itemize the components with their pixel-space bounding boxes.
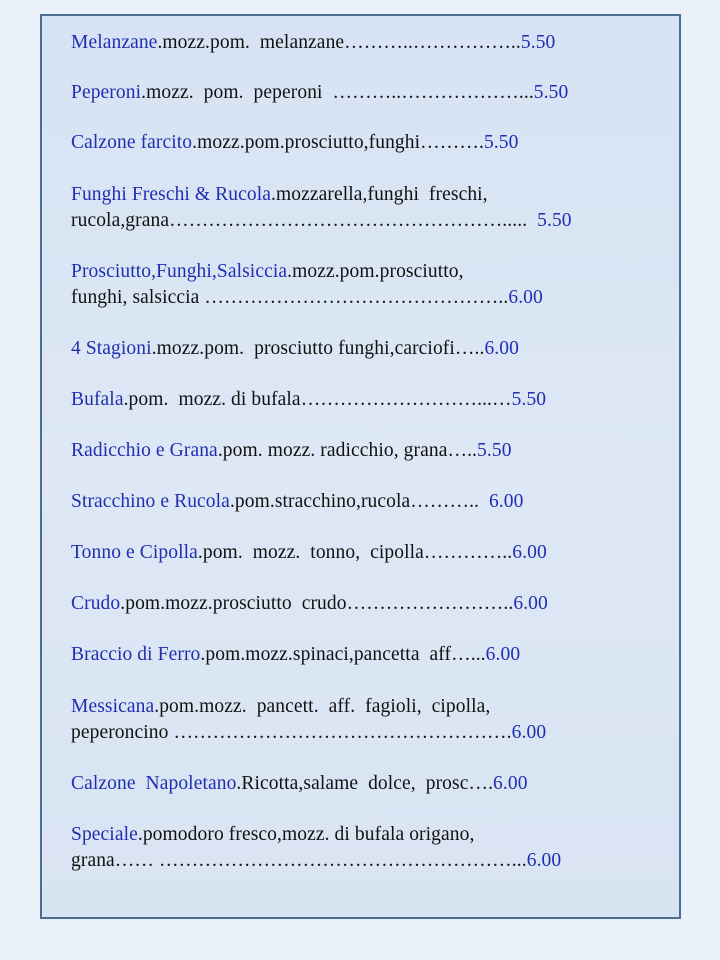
menu-item-description-cont: funghi, salsiccia ……………………………………….. — [71, 287, 509, 308]
menu-item-calzone-napoletano — [71, 771, 673, 797]
menu-item-calzone-farcito — [71, 130, 673, 156]
menu-item-price: 6.00 — [508, 287, 543, 308]
menu-item-price: 5.50 — [477, 440, 512, 461]
menu-item-name: Stracchino e Rucola — [71, 491, 230, 512]
menu-item-description: .pom. mozz. tonno, cipolla………….. — [197, 542, 513, 563]
menu-item-radicchio-grana — [71, 438, 673, 464]
menu-item-description: .pom.mozz. pancett. aff. fagioli, cipolla, — [154, 696, 491, 717]
menu-item-price: 6.00 — [485, 644, 521, 665]
menu-item-line — [71, 208, 673, 234]
menu-item-bufala — [71, 387, 673, 413]
menu-item-messicana — [71, 694, 673, 746]
menu-item-description-cont: peperoncino ……………………………………………. — [71, 722, 512, 743]
menu-item-line — [71, 720, 673, 746]
menu-item-line — [71, 642, 673, 668]
menu-item-line — [71, 336, 673, 362]
menu-item-name: Speciale — [71, 824, 138, 845]
menu-item-description: .pom. mozz. di bufala………………………...… — [123, 389, 512, 410]
menu-item-price: 6.00 — [484, 338, 519, 359]
menu-item-description: .mozzarella,funghi freschi, — [271, 184, 488, 205]
menu-item-description: .mozz. pom. peperoni ………..………………... — [141, 82, 534, 103]
menu-item-line — [71, 387, 673, 413]
menu-item-price: 6.00 — [488, 491, 524, 512]
menu-item-name: Melanzane — [71, 32, 158, 53]
menu-item-description: .pom.mozz.spinaci,pancetta aff…... — [200, 644, 486, 665]
menu-item-line — [71, 694, 673, 720]
menu-item-description: .pomodoro fresco,mozz. di bufala origano, — [137, 824, 475, 845]
menu-item-line — [71, 540, 673, 566]
menu-item-description: .mozz.pom. prosciutto funghi,carciofi….. — [151, 338, 485, 359]
menu-item-line — [71, 182, 673, 208]
menu-item-line — [71, 822, 673, 848]
menu-item-price: 6.00 — [493, 773, 528, 794]
menu-item-price: 6.00 — [512, 542, 547, 563]
menu-item-name: Funghi Freschi & Rucola — [71, 184, 271, 205]
menu-item-price: 6.00 — [526, 850, 562, 871]
menu-item-name: Prosciutto,Funghi,Salsiccia — [71, 261, 288, 282]
menu-item-line — [71, 30, 673, 56]
menu-item-peperoni — [71, 80, 673, 106]
menu-item-description: .mozz.pom.prosciutto,funghi………. — [192, 132, 484, 153]
menu-item-description-cont: grana…… ………………………………………………... — [71, 850, 527, 871]
menu-item-name: Braccio di Ferro — [71, 644, 201, 665]
menu-item-melanzane — [71, 30, 673, 56]
menu-item-name: Crudo — [71, 593, 121, 614]
menu-item-crudo — [71, 591, 673, 617]
menu-item-speciale — [71, 822, 673, 874]
menu-item-braccio-di-ferro — [71, 642, 673, 668]
menu-item-name: Radicchio e Grana — [71, 440, 218, 461]
menu-item-description-cont: rucola,grana……………………………………………..... — [71, 210, 538, 231]
menu-item-price: 6.00 — [511, 722, 547, 743]
menu-item-description: .pom.mozz.prosciutto crudo…………………….. — [120, 593, 514, 614]
menu-item-line — [71, 489, 673, 515]
menu-item-name: Peperoni — [71, 82, 142, 103]
menu-item-price: 6.00 — [513, 593, 548, 614]
menu-item-price: 5.50 — [533, 82, 569, 103]
menu-item-line — [71, 285, 673, 311]
menu-item-line — [71, 130, 673, 156]
menu-item-description: .mozz.pom.prosciutto, — [287, 261, 464, 282]
menu-item-price: 5.50 — [537, 210, 572, 231]
menu-item-line — [71, 591, 673, 617]
menu-item-price: 5.50 — [511, 389, 547, 410]
menu-item-description: .Ricotta,salame dolce, prosc…. — [236, 773, 494, 794]
menu-item-name: Bufala — [71, 389, 124, 410]
menu-item-price: 5.50 — [483, 132, 519, 153]
menu-item-line — [71, 80, 673, 106]
menu-item-line — [71, 771, 673, 797]
menu-item-description: .mozz.pom. melanzane………..…………….. — [157, 32, 521, 53]
menu-item-funghi-freschi-rucola — [71, 182, 673, 234]
menu-item-4-stagioni — [71, 336, 673, 362]
menu-item-prosciutto-funghi-salsiccia — [71, 259, 673, 311]
menu-panel — [40, 14, 681, 919]
menu-item-name: Calzone farcito — [71, 132, 193, 153]
menu-item-tonno-cipolla — [71, 540, 673, 566]
menu-item-name: Messicana — [71, 696, 155, 717]
menu-item-line — [71, 848, 673, 874]
menu-item-line — [71, 259, 673, 285]
menu-item-name: 4 Stagioni — [71, 338, 152, 359]
menu-item-description: .pom. mozz. radicchio, grana….. — [217, 440, 478, 461]
menu-item-description: .pom.stracchino,rucola……….. — [229, 491, 489, 512]
menu-item-stracchino-rucola — [71, 489, 673, 515]
menu-item-price: 5.50 — [520, 32, 556, 53]
menu-item-name: Calzone Napoletano — [71, 773, 237, 794]
menu-item-line — [71, 438, 673, 464]
menu-item-name: Tonno e Cipolla — [71, 542, 198, 563]
